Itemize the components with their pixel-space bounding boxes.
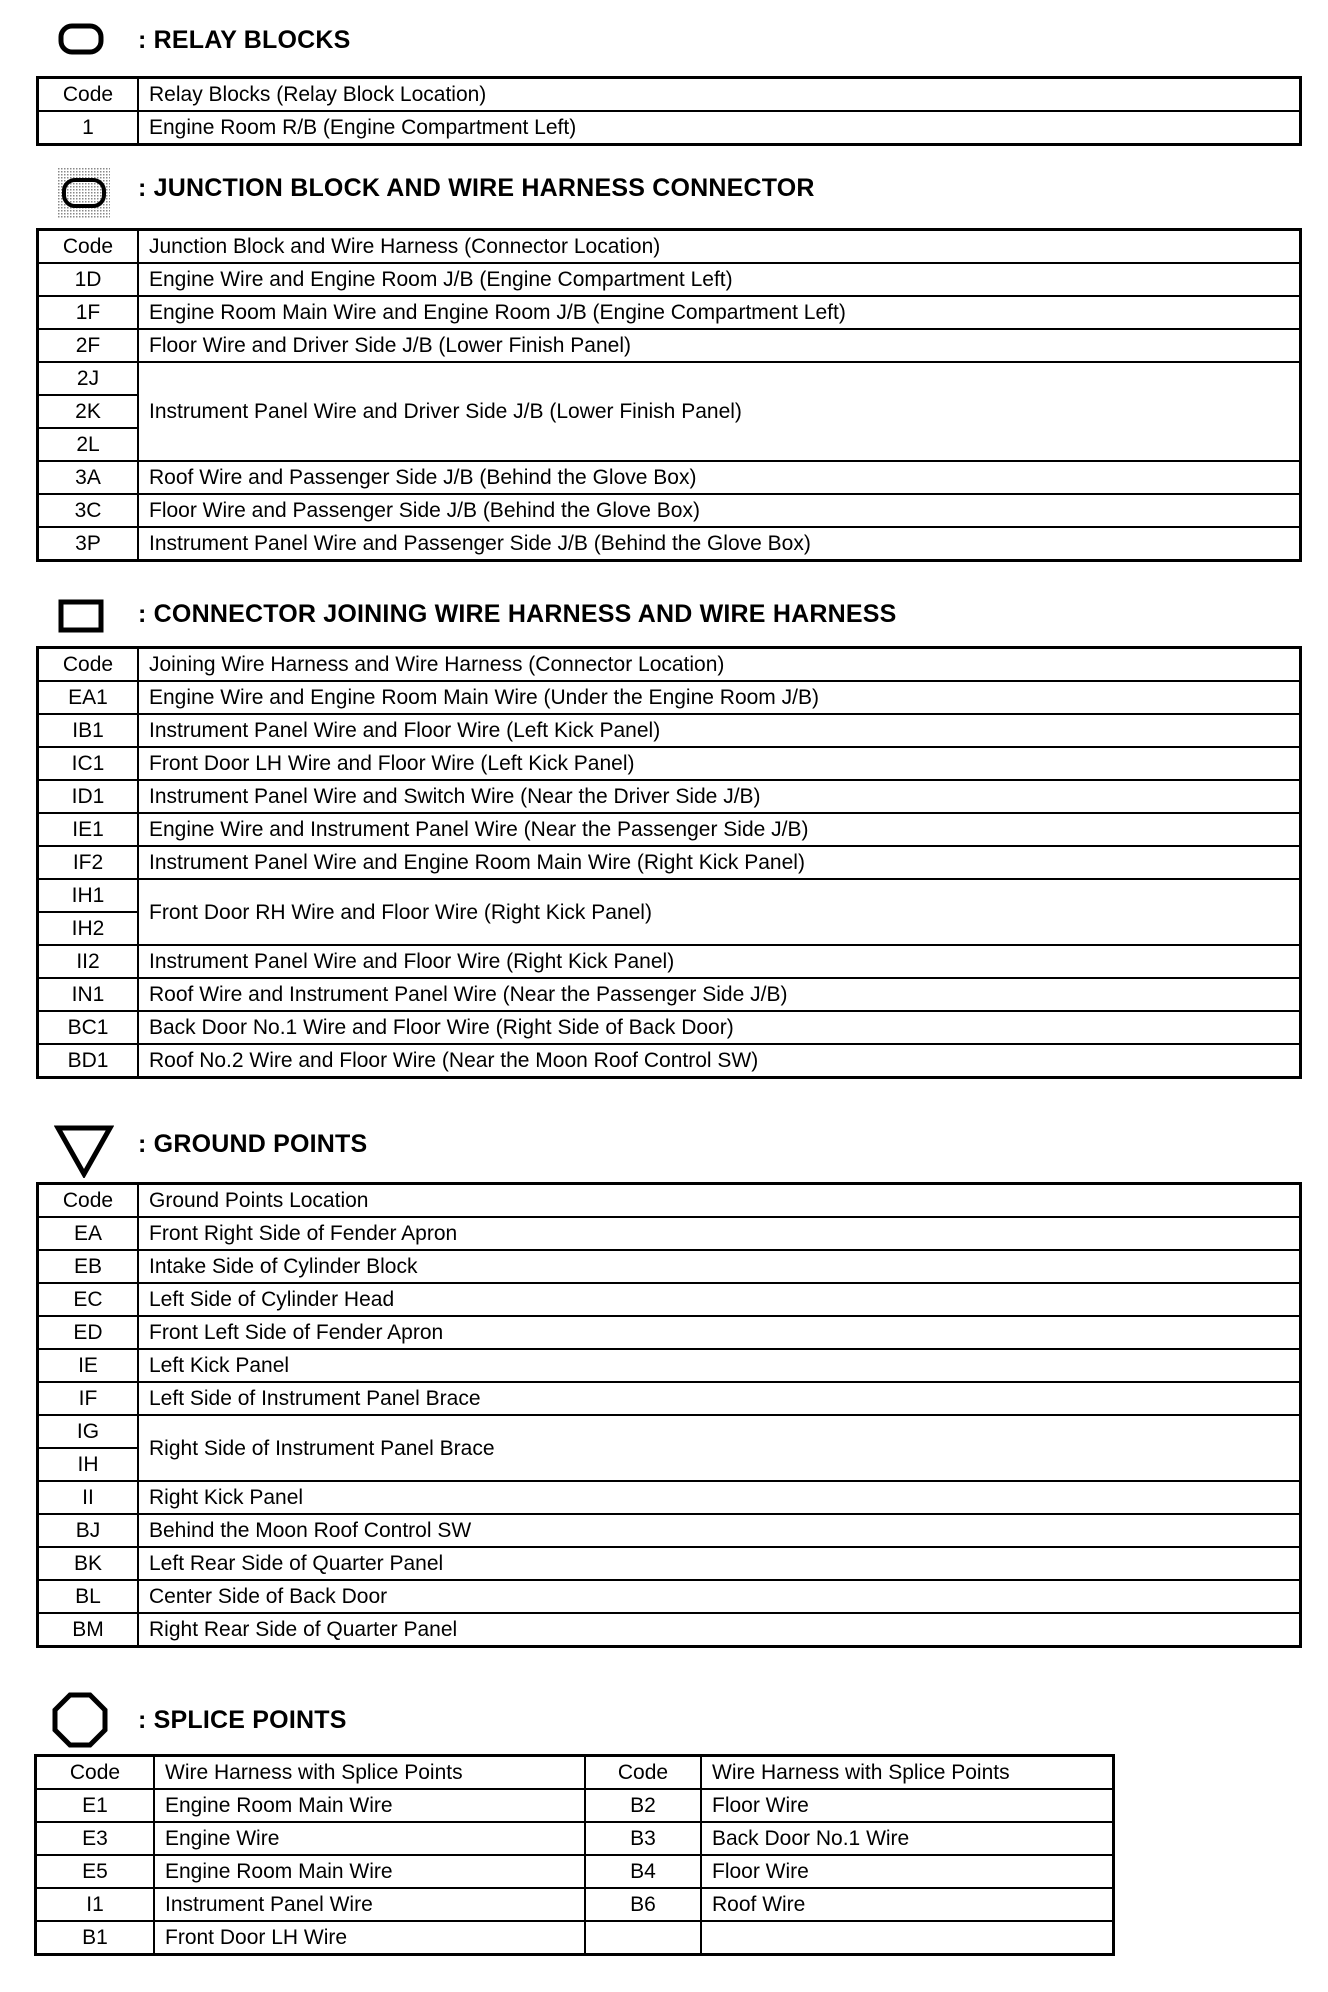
relay-blocks-section [36, 22, 1302, 146]
row-desc: Instrument Panel Wire and Driver Side J/B (Lower Finish Panel) [138, 362, 1301, 461]
table-row [38, 945, 1301, 978]
row-code: 3P [38, 527, 139, 561]
row-desc: Engine Room Main Wire and Engine Room J/B (Engine Compartment Left) [138, 296, 1301, 329]
row-desc: Front Right Side of Fender Apron [138, 1217, 1301, 1250]
row-code: II [38, 1481, 139, 1514]
header-code: Code [36, 1756, 155, 1790]
row-code: B1 [36, 1921, 155, 1955]
table-row [38, 1316, 1301, 1349]
row-code: IH1 [38, 879, 139, 912]
row-code: E3 [36, 1822, 155, 1855]
row-desc: Engine Room Main Wire [154, 1855, 585, 1888]
table-row [38, 1580, 1301, 1613]
table-header-row [38, 230, 1301, 264]
relay-blocks-table [36, 76, 1302, 146]
row-desc-2: Roof Wire [701, 1888, 1114, 1921]
row-code: BC1 [38, 1011, 139, 1044]
header-desc: Relay Blocks (Relay Block Location) [138, 78, 1301, 112]
junction-block-heading [36, 168, 1302, 228]
row-code: E1 [36, 1789, 155, 1822]
row-code: 1D [38, 263, 139, 296]
row-code: ED [38, 1316, 139, 1349]
table-row [38, 681, 1301, 714]
row-code-2: B2 [585, 1789, 701, 1822]
table-row [38, 362, 1301, 395]
row-desc: Instrument Panel Wire and Floor Wire (Left Kick Panel) [138, 714, 1301, 747]
header-desc-2: Wire Harness with Splice Points [701, 1756, 1114, 1790]
table-row [38, 1613, 1301, 1647]
row-desc: Engine Wire and Instrument Panel Wire (Near the Passenger Side J/B) [138, 813, 1301, 846]
row-desc: Back Door No.1 Wire and Floor Wire (Right Side of Back Door) [138, 1011, 1301, 1044]
table-row [38, 813, 1301, 846]
row-desc: Left Side of Cylinder Head [138, 1283, 1301, 1316]
row-desc: Center Side of Back Door [138, 1580, 1301, 1613]
header-code: Code [38, 230, 139, 264]
row-code: IF2 [38, 846, 139, 879]
ground-points-title: : GROUND POINTS [138, 1130, 368, 1158]
row-code: BL [38, 1580, 139, 1613]
row-code: EB [38, 1250, 139, 1283]
relay-blocks-heading [36, 22, 1302, 76]
row-desc: Right Rear Side of Quarter Panel [138, 1613, 1301, 1647]
connector-section [36, 596, 1302, 1079]
row-desc: Engine Wire and Engine Room J/B (Engine Compartment Left) [138, 263, 1301, 296]
table-row [36, 1888, 1114, 1921]
connector-table [36, 646, 1302, 1079]
table-row [36, 1855, 1114, 1888]
header-code: Code [38, 1184, 139, 1218]
row-desc: Right Kick Panel [138, 1481, 1301, 1514]
row-code: EC [38, 1283, 139, 1316]
row-code: 2K [38, 395, 139, 428]
relay-blocks-title: : RELAY BLOCKS [138, 26, 351, 54]
table-row [38, 1547, 1301, 1580]
header-desc: Wire Harness with Splice Points [154, 1756, 585, 1790]
ground-points-heading [36, 1120, 1302, 1182]
ground-points-section [36, 1120, 1302, 1648]
header-desc: Junction Block and Wire Harness (Connector Location) [138, 230, 1301, 264]
header-desc: Joining Wire Harness and Wire Harness (Connector Location) [138, 648, 1301, 682]
row-code: ID1 [38, 780, 139, 813]
connector-heading [36, 596, 1302, 646]
row-code: IH [38, 1448, 139, 1481]
splice-points-title: : SPLICE POINTS [138, 1706, 347, 1734]
row-code: 2J [38, 362, 139, 395]
table-row [38, 780, 1301, 813]
table-row [38, 461, 1301, 494]
row-code: 2L [38, 428, 139, 461]
table-row [38, 1382, 1301, 1415]
row-code: 3C [38, 494, 139, 527]
connector-title: : CONNECTOR JOINING WIRE HARNESS AND WIRE HARNESS [138, 600, 897, 628]
table-row [38, 1283, 1301, 1316]
row-desc: Roof Wire and Instrument Panel Wire (Near the Passenger Side J/B) [138, 978, 1301, 1011]
row-desc: Front Door RH Wire and Floor Wire (Right Kick Panel) [138, 879, 1301, 945]
row-desc-2: Back Door No.1 Wire [701, 1822, 1114, 1855]
row-desc: Front Door LH Wire and Floor Wire (Left Kick Panel) [138, 747, 1301, 780]
table-row [38, 747, 1301, 780]
row-desc: Left Rear Side of Quarter Panel [138, 1547, 1301, 1580]
row-desc: Front Door LH Wire [154, 1921, 585, 1955]
row-code: IE [38, 1349, 139, 1382]
row-code: E5 [36, 1855, 155, 1888]
row-desc: Right Side of Instrument Panel Brace [138, 1415, 1301, 1481]
row-code-2: B3 [585, 1822, 701, 1855]
row-desc: Engine Wire and Engine Room Main Wire (Under the Engine Room J/B) [138, 681, 1301, 714]
row-desc: Instrument Panel Wire and Engine Room Main Wire (Right Kick Panel) [138, 846, 1301, 879]
row-desc: Instrument Panel Wire and Floor Wire (Right Kick Panel) [138, 945, 1301, 978]
table-row [38, 296, 1301, 329]
table-header-row [36, 1756, 1114, 1790]
table-row [38, 846, 1301, 879]
row-code: IG [38, 1415, 139, 1448]
splice-points-section [34, 1694, 1115, 1956]
header-desc: Ground Points Location [138, 1184, 1301, 1218]
row-desc: Left Kick Panel [138, 1349, 1301, 1382]
row-code: IB1 [38, 714, 139, 747]
table-row [38, 879, 1301, 912]
row-code: IF [38, 1382, 139, 1415]
row-code: 1 [38, 111, 139, 145]
table-row [38, 1481, 1301, 1514]
table-row [38, 494, 1301, 527]
junction-block-section [36, 168, 1302, 562]
row-code: BJ [38, 1514, 139, 1547]
row-code-2: B4 [585, 1855, 701, 1888]
row-desc: Front Left Side of Fender Apron [138, 1316, 1301, 1349]
row-code: 3A [38, 461, 139, 494]
connector-icon [58, 596, 104, 634]
row-code: IC1 [38, 747, 139, 780]
row-code: I1 [36, 1888, 155, 1921]
table-row [38, 263, 1301, 296]
row-code: 2F [38, 329, 139, 362]
splice-points-table [34, 1754, 1115, 1956]
row-code: II2 [38, 945, 139, 978]
table-row [38, 329, 1301, 362]
junction-block-icon [58, 168, 110, 218]
header-code: Code [38, 78, 139, 112]
table-row [38, 978, 1301, 1011]
row-desc: Engine Wire [154, 1822, 585, 1855]
row-desc-2: Floor Wire [701, 1855, 1114, 1888]
ground-triangle-icon [54, 1124, 114, 1178]
table-header-row [38, 78, 1301, 112]
table-row [38, 714, 1301, 747]
row-desc: Left Side of Instrument Panel Brace [138, 1382, 1301, 1415]
table-row [38, 1349, 1301, 1382]
row-code: IN1 [38, 978, 139, 1011]
row-desc: Floor Wire and Passenger Side J/B (Behind the Glove Box) [138, 494, 1301, 527]
row-code: BD1 [38, 1044, 139, 1078]
junction-block-title: : JUNCTION BLOCK AND WIRE HARNESS CONNECTOR [138, 174, 815, 202]
relay-block-icon [58, 22, 104, 56]
table-row [38, 1250, 1301, 1283]
table-header-row [38, 648, 1301, 682]
table-row [38, 1415, 1301, 1448]
table-row [38, 1044, 1301, 1078]
row-desc: Behind the Moon Roof Control SW [138, 1514, 1301, 1547]
row-code: BM [38, 1613, 139, 1647]
splice-octagon-icon [52, 1692, 108, 1748]
row-code: IE1 [38, 813, 139, 846]
row-desc-2 [701, 1921, 1114, 1955]
row-desc: Instrument Panel Wire [154, 1888, 585, 1921]
row-desc: Engine Room R/B (Engine Compartment Left) [138, 111, 1301, 145]
row-code: 1F [38, 296, 139, 329]
table-row [38, 527, 1301, 561]
header-code-2: Code [585, 1756, 701, 1790]
table-row [36, 1822, 1114, 1855]
row-desc: Roof No.2 Wire and Floor Wire (Near the Moon Roof Control SW) [138, 1044, 1301, 1078]
row-code: EA [38, 1217, 139, 1250]
table-row [38, 1514, 1301, 1547]
row-code: IH2 [38, 912, 139, 945]
table-row [36, 1789, 1114, 1822]
row-desc: Engine Room Main Wire [154, 1789, 585, 1822]
table-row [38, 111, 1301, 145]
row-code-2: B6 [585, 1888, 701, 1921]
table-header-row [38, 1184, 1301, 1218]
table-row [36, 1921, 1114, 1955]
row-desc: Intake Side of Cylinder Block [138, 1250, 1301, 1283]
row-desc: Instrument Panel Wire and Passenger Side J/B (Behind the Glove Box) [138, 527, 1301, 561]
row-desc: Floor Wire and Driver Side J/B (Lower Finish Panel) [138, 329, 1301, 362]
ground-points-table [36, 1182, 1302, 1648]
row-desc: Roof Wire and Passenger Side J/B (Behind the Glove Box) [138, 461, 1301, 494]
row-code: BK [38, 1547, 139, 1580]
row-code-2 [585, 1921, 701, 1955]
row-desc: Instrument Panel Wire and Switch Wire (Near the Driver Side J/B) [138, 780, 1301, 813]
junction-block-table [36, 228, 1302, 562]
row-desc-2: Floor Wire [701, 1789, 1114, 1822]
table-row [38, 1217, 1301, 1250]
header-code: Code [38, 648, 139, 682]
table-row [38, 1011, 1301, 1044]
row-code: EA1 [38, 681, 139, 714]
splice-points-heading [34, 1694, 1115, 1754]
